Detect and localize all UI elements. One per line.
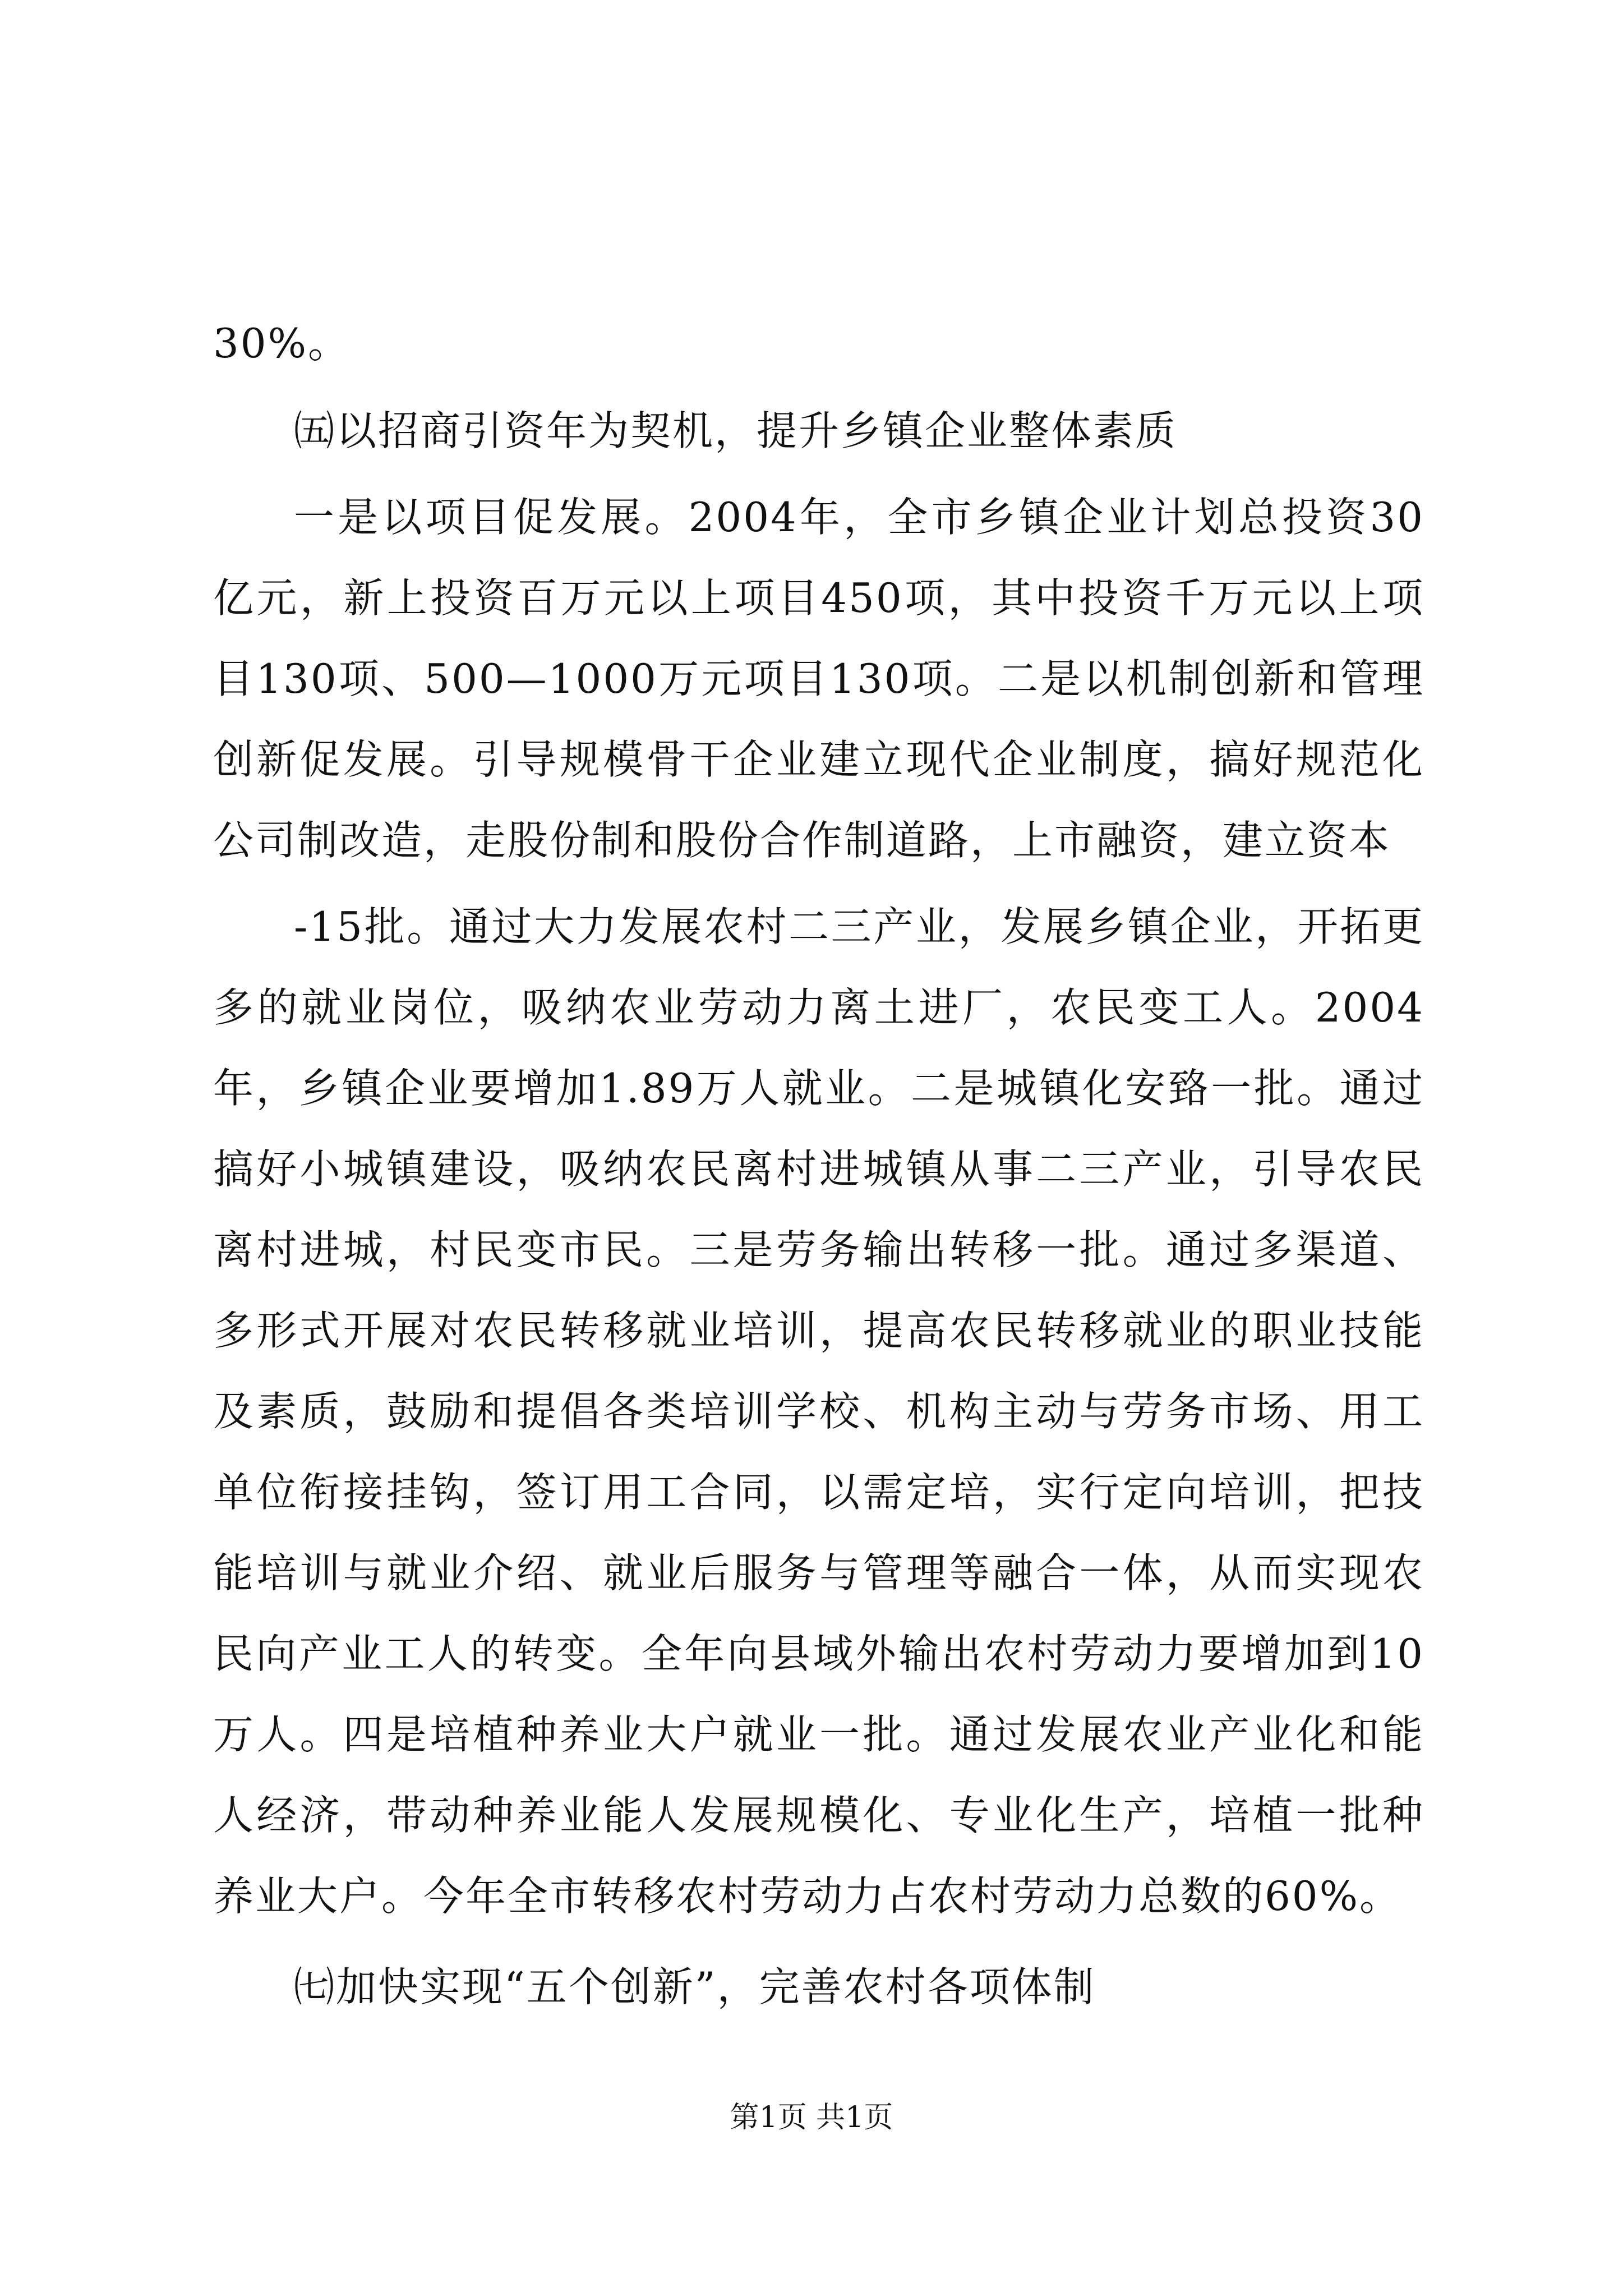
paragraph-continuation: 30%。 bbox=[213, 320, 351, 367]
page-footer bbox=[0, 2095, 1623, 2140]
page-number: 第1页 共1页 bbox=[730, 2101, 893, 2134]
paragraph-projects: 一是以项目促发展。2004年，全市乡镇企业计划总投资30亿元，新上投资百万元以上项目450项，其中投资千万元以上项目130项、500—1000万元项目130项。二是以机制创新和管理创新促发展。引导规模骨干企业建立现代企业制度，搞好规范化公司制改造，走股份制和股份合作制道路，上市融资，建立资本 bbox=[213, 494, 1424, 864]
document-body bbox=[213, 303, 1424, 2027]
section-heading-five: ㈤以招商引资年为契机，提升乡镇企业整体素质 bbox=[294, 407, 1178, 454]
section-heading-seven: ㈦加快实现“五个创新”，完善农村各项体制 bbox=[294, 1963, 1096, 2010]
paragraph-employment: -15批。通过大力发展农村二三产业，发展乡镇企业，开拓更多的就业岗位，吸纳农业劳动力离土进厂，农民变工人。2004年，乡镇企业要增加1.89万人就业。二是城镇化安臵一批。通过搞好小城镇建设，吸纳农民离村进城镇从事二三产业，引导农民离村进城，村民变市民。三是劳务输出转移一批。通过多渠道、多形式开展对农民转移就业培训，提高农民转移就业的职业技能及素质，鼓励和提倡各类培训学校、机构主动与劳务市场、用工单位衔接挂钩，签订用工合同，以需定培，实行定向培训，把技能培训与就业介绍、就业后服务与管理等融合一体，从而实现农民向产业工人的转变。全年向县域外输出农村劳动力要增加到10万人。四是培植种养业大户就业一批。通过发展农业产业化和能人经济，带动种养业能人发展规模化、专业化生产，培植一批种养业大户。今年全市转移农村劳动力占农村劳动力总数的60%。 bbox=[213, 903, 1424, 1920]
